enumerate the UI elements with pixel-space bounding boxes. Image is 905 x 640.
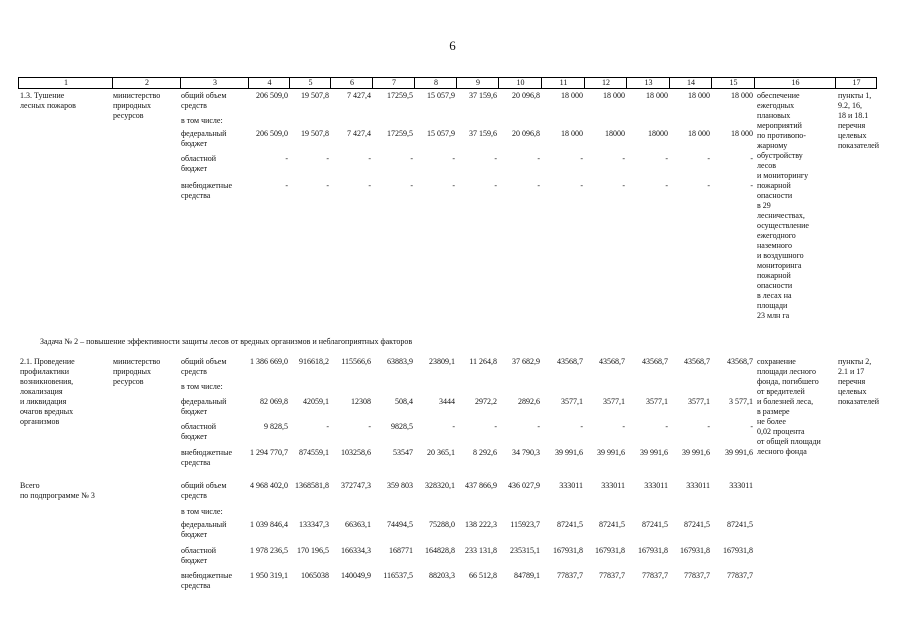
page-number: 6 <box>449 38 456 53</box>
table-cell: 4 968 402,0 <box>250 481 288 490</box>
table-cell: - <box>452 422 455 431</box>
table-cell: 359 803 <box>387 481 413 490</box>
table-cell: - <box>622 422 625 431</box>
row-goal: наземного <box>757 241 792 250</box>
header-col-9: 9 <box>456 78 499 88</box>
header-col-5: 5 <box>289 78 331 88</box>
table-cell: - <box>494 422 497 431</box>
table-cell: 18 000 <box>731 129 753 138</box>
table-cell: 18 000 <box>688 129 710 138</box>
table-cell: 43568,7 <box>642 357 668 366</box>
header-col-13: 13 <box>626 78 670 88</box>
table-cell: 7 427,4 <box>347 129 371 138</box>
row-goal: в 29 <box>757 201 771 210</box>
table-cell: 164828,8 <box>425 546 455 555</box>
row-title: 2.1. Проведение <box>20 357 75 366</box>
table-cell: - <box>537 154 540 163</box>
line-label: федеральный <box>181 520 227 529</box>
table-cell: 63883,9 <box>387 357 413 366</box>
table-cell: 333011 <box>644 481 668 490</box>
row-goal: площади лесного <box>757 367 816 376</box>
row-title: 1.3. Тушение <box>20 91 65 100</box>
row-goal: 0,02 процента <box>757 427 805 436</box>
table-cell: 3577,1 <box>688 397 710 406</box>
table-cell: 8 292,6 <box>473 448 497 457</box>
table-cell: 2892,6 <box>518 397 540 406</box>
table-cell: 170 196,5 <box>297 546 329 555</box>
row-goal: и болезней леса, <box>757 397 814 406</box>
row-title: локализация <box>20 387 63 396</box>
header-col-12: 12 <box>584 78 627 88</box>
table-header <box>18 77 877 89</box>
table-cell: 84789,1 <box>514 571 540 580</box>
line-label: общий объем <box>181 357 227 366</box>
row-executor: министерство <box>113 91 161 100</box>
row-goal: сохранение <box>757 357 796 366</box>
row-goal: площади <box>757 301 788 310</box>
header-col-16: 16 <box>754 78 836 88</box>
table-cell: 77837,7 <box>727 571 753 580</box>
table-cell: - <box>285 181 288 190</box>
header-col-8: 8 <box>414 78 457 88</box>
row-goal: 23 млн га <box>757 311 790 320</box>
table-cell: 167931,8 <box>638 546 668 555</box>
table-cell: 874559,1 <box>299 448 329 457</box>
row-title: лесных пожаров <box>20 101 76 110</box>
row-executor: ресурсов <box>113 377 144 386</box>
table-cell: 1 978 236,5 <box>250 546 288 555</box>
table-cell: 43568,7 <box>684 357 710 366</box>
table-cell: 43568,7 <box>727 357 753 366</box>
table-cell: 436 027,9 <box>508 481 540 490</box>
row-goal: в размере <box>757 407 790 416</box>
table-cell: - <box>326 181 329 190</box>
table-cell: - <box>494 181 497 190</box>
table-cell: 75288,0 <box>429 520 455 529</box>
table-cell: 20 365,1 <box>427 448 455 457</box>
row-title: и ликвидация <box>20 397 67 406</box>
table-cell: 42059,1 <box>303 397 329 406</box>
line-label: бюджет <box>181 164 208 173</box>
line-label: средства <box>181 191 211 200</box>
header-col-10: 10 <box>498 78 542 88</box>
table-cell: 18 000 <box>646 91 668 100</box>
header-col-6: 6 <box>330 78 373 88</box>
table-cell: 39 991,6 <box>725 448 753 457</box>
table-cell: 1 294 770,7 <box>250 448 288 457</box>
table-cell: 15 057,9 <box>427 129 455 138</box>
table-cell: - <box>285 154 288 163</box>
row-indicators: целевых <box>838 131 867 140</box>
table-cell: 12308 <box>351 397 371 406</box>
table-cell: 39 991,6 <box>555 448 583 457</box>
row-goal: не более <box>757 417 786 426</box>
table-cell: 18 000 <box>561 91 583 100</box>
table-cell: - <box>750 422 753 431</box>
table-cell: - <box>665 154 668 163</box>
row-indicators: целевых <box>838 387 867 396</box>
table-cell: 7 427,4 <box>347 91 371 100</box>
table-cell: 333011 <box>686 481 710 490</box>
table-cell: 437 866,9 <box>465 481 497 490</box>
table-cell: 115923,7 <box>510 520 540 529</box>
table-cell: 88203,3 <box>429 571 455 580</box>
table-cell: 167931,8 <box>723 546 753 555</box>
table-cell: 1 039 846,4 <box>250 520 288 529</box>
table-cell: 1368581,8 <box>295 481 329 490</box>
line-label: бюджет <box>181 407 208 416</box>
table-cell: - <box>580 422 583 431</box>
table-cell: - <box>750 181 753 190</box>
table-cell: 3 577,1 <box>729 397 753 406</box>
task-heading: Задача № 2 – повышение эффективности защиты лесов от вредных организмов и неблагоприятных факторов <box>40 337 413 346</box>
row-title: профилактики <box>20 367 70 376</box>
table-cell: 167931,8 <box>680 546 710 555</box>
table-cell: 77837,7 <box>599 571 625 580</box>
table-cell: 168771 <box>389 546 413 555</box>
table-cell: 18000 <box>605 129 625 138</box>
table-cell: - <box>537 181 540 190</box>
table-cell: 2972,2 <box>475 397 497 406</box>
row-title: Всего <box>20 481 40 490</box>
table-cell: 37 159,6 <box>469 129 497 138</box>
table-cell: 3444 <box>439 397 455 406</box>
row-executor: министерство <box>113 357 161 366</box>
row-indicators: пункты 1, <box>838 91 872 100</box>
header-col-3: 3 <box>180 78 249 88</box>
table-cell: 166334,3 <box>341 546 371 555</box>
table-cell: - <box>410 154 413 163</box>
header-col-2: 2 <box>112 78 181 88</box>
row-indicators: перечня <box>838 121 866 130</box>
line-label: областной <box>181 422 217 431</box>
table-cell: 39 991,6 <box>640 448 668 457</box>
table-cell: 37 682,9 <box>512 357 540 366</box>
table-cell: 11 264,8 <box>469 357 497 366</box>
table-cell: 87241,5 <box>557 520 583 529</box>
header-col-17: 17 <box>835 78 877 88</box>
line-label: областной <box>181 546 217 555</box>
row-goal: мероприятий <box>757 121 802 130</box>
table-cell: 87241,5 <box>684 520 710 529</box>
table-cell: 333011 <box>559 481 583 490</box>
table-cell: 116537,5 <box>383 571 413 580</box>
table-cell: - <box>750 154 753 163</box>
row-goal: по противопо- <box>757 131 806 140</box>
table-cell: 17259,5 <box>387 91 413 100</box>
header-col-11: 11 <box>541 78 585 88</box>
row-goal: фонда, погибшего <box>757 377 819 386</box>
row-goal: в лесах на <box>757 291 792 300</box>
line-label: внебюджетные <box>181 571 232 580</box>
table-cell: 82 069,8 <box>260 397 288 406</box>
table-cell: - <box>326 154 329 163</box>
row-goal: от общей площади <box>757 437 821 446</box>
row-indicators: показателей <box>838 141 879 150</box>
table-cell: - <box>580 181 583 190</box>
row-indicators: 9.2, 16, <box>838 101 862 110</box>
table-cell: 19 507,8 <box>301 91 329 100</box>
line-label: внебюджетные <box>181 448 232 457</box>
row-executor: ресурсов <box>113 111 144 120</box>
row-goal: пожарной <box>757 181 791 190</box>
row-title: очагов вредных <box>20 407 74 416</box>
row-goal: лесов <box>757 161 777 170</box>
table-cell: - <box>368 154 371 163</box>
table-cell: 43568,7 <box>557 357 583 366</box>
table-cell: 372747,3 <box>341 481 371 490</box>
row-goal: лесничествах, <box>757 211 805 220</box>
table-cell: 87241,5 <box>642 520 668 529</box>
table-cell: 3577,1 <box>561 397 583 406</box>
line-label: внебюджетные <box>181 181 232 190</box>
table-cell: 508,4 <box>395 397 413 406</box>
table-cell: 77837,7 <box>642 571 668 580</box>
header-col-4: 4 <box>248 78 290 88</box>
line-label: областной <box>181 154 217 163</box>
table-cell: 3577,1 <box>603 397 625 406</box>
row-goal: обустройству <box>757 151 803 160</box>
table-cell: 9828,5 <box>391 422 413 431</box>
line-label: средств <box>181 367 207 376</box>
table-cell: 15 057,9 <box>427 91 455 100</box>
row-indicators: показателей <box>838 397 879 406</box>
table-cell: 333011 <box>729 481 753 490</box>
table-cell: 77837,7 <box>557 571 583 580</box>
table-cell: 235315,1 <box>510 546 540 555</box>
table-cell: 18 000 <box>731 91 753 100</box>
table-cell: 1 386 669,0 <box>250 357 288 366</box>
table-cell: - <box>665 181 668 190</box>
line-label: бюджет <box>181 556 208 565</box>
table-cell: - <box>494 154 497 163</box>
row-goal: опасности <box>757 281 793 290</box>
table-cell: 19 507,8 <box>301 129 329 138</box>
table-cell: 206 509,0 <box>256 129 288 138</box>
table-cell: 87241,5 <box>599 520 625 529</box>
row-executor: природных <box>113 101 152 110</box>
header-col-1: 1 <box>18 78 113 88</box>
table-cell: 37 159,6 <box>469 91 497 100</box>
row-goal: опасности <box>757 191 793 200</box>
row-goal: ежегодных <box>757 101 795 110</box>
table-cell: 34 790,3 <box>512 448 540 457</box>
row-goal: плановых <box>757 111 791 120</box>
line-label: в том числе: <box>181 382 223 391</box>
table-cell: - <box>368 422 371 431</box>
table-cell: - <box>452 154 455 163</box>
table-cell: - <box>452 181 455 190</box>
table-cell: - <box>410 181 413 190</box>
table-cell: 66 512,8 <box>469 571 497 580</box>
row-title: по подпрограмме № 3 <box>20 491 95 500</box>
row-title: организмов <box>20 417 60 426</box>
table-cell: 77837,7 <box>684 571 710 580</box>
row-goal: и воздушного <box>757 251 804 260</box>
row-goal: лесного фонда <box>757 447 807 456</box>
row-goal: жарному <box>757 141 788 150</box>
table-cell: 23809,1 <box>429 357 455 366</box>
header-col-14: 14 <box>669 78 712 88</box>
table-cell: 18 000 <box>561 129 583 138</box>
table-cell: 20 096,8 <box>512 129 540 138</box>
table-cell: 87241,5 <box>727 520 753 529</box>
row-goal: пожарной <box>757 271 791 280</box>
line-label: общий объем <box>181 481 227 490</box>
table-cell: 18 000 <box>688 91 710 100</box>
row-indicators: 18 и 18.1 <box>838 111 869 120</box>
table-cell: 17259,5 <box>387 129 413 138</box>
table-cell: 39 991,6 <box>597 448 625 457</box>
row-goal: от вредителей <box>757 387 805 396</box>
table-cell: 138 222,3 <box>465 520 497 529</box>
line-label: федеральный <box>181 129 227 138</box>
row-goal: осуществление <box>757 221 809 230</box>
table-cell: 3577,1 <box>646 397 668 406</box>
table-cell: - <box>707 181 710 190</box>
line-label: федеральный <box>181 397 227 406</box>
table-cell: 74494,5 <box>387 520 413 529</box>
table-cell: 18000 <box>648 129 668 138</box>
table-cell: 133347,3 <box>299 520 329 529</box>
header-col-7: 7 <box>372 78 415 88</box>
table-cell: - <box>622 181 625 190</box>
table-cell: - <box>622 154 625 163</box>
header-col-15: 15 <box>711 78 755 88</box>
line-label: средств <box>181 101 207 110</box>
row-indicators: перечня <box>838 377 866 386</box>
table-cell: - <box>707 422 710 431</box>
table-cell: 103258,6 <box>341 448 371 457</box>
row-goal: мониторинга <box>757 261 802 270</box>
table-cell: 333011 <box>601 481 625 490</box>
table-cell: 1 950 319,1 <box>250 571 288 580</box>
table-cell: 39 991,6 <box>682 448 710 457</box>
row-goal: ежегодного <box>757 231 796 240</box>
table-cell: 167931,8 <box>553 546 583 555</box>
row-goal: и мониторингу <box>757 171 809 180</box>
row-goal: обеспечение <box>757 91 800 100</box>
table-cell: - <box>537 422 540 431</box>
table-cell: 18 000 <box>603 91 625 100</box>
table-cell: 328320,1 <box>425 481 455 490</box>
table-cell: 916618,2 <box>299 357 329 366</box>
line-label: средства <box>181 581 211 590</box>
line-label: общий объем <box>181 91 227 100</box>
line-label: средства <box>181 458 211 467</box>
line-label: в том числе: <box>181 507 223 516</box>
table-cell: - <box>368 181 371 190</box>
table-cell: 66363,1 <box>345 520 371 529</box>
table-cell: 43568,7 <box>599 357 625 366</box>
table-cell: 233 131,8 <box>465 546 497 555</box>
line-label: бюджет <box>181 432 208 441</box>
table-cell: - <box>665 422 668 431</box>
row-indicators: 2.1 и 17 <box>838 367 865 376</box>
table-cell: 1065038 <box>301 571 329 580</box>
line-label: в том числе: <box>181 116 223 125</box>
table-cell: 20 096,8 <box>512 91 540 100</box>
table-cell: 167931,8 <box>595 546 625 555</box>
line-label: бюджет <box>181 530 208 539</box>
table-cell: - <box>707 154 710 163</box>
table-cell: 115566,6 <box>341 357 371 366</box>
table-cell: 206 509,0 <box>256 91 288 100</box>
table-cell: 53547 <box>393 448 413 457</box>
table-cell: - <box>326 422 329 431</box>
line-label: средств <box>181 491 207 500</box>
row-executor: природных <box>113 367 152 376</box>
line-label: бюджет <box>181 139 208 148</box>
row-indicators: пункты 2, <box>838 357 872 366</box>
table-cell: 9 828,5 <box>264 422 288 431</box>
table-cell: - <box>580 154 583 163</box>
row-title: возникновения, <box>20 377 74 386</box>
table-cell: 140049,9 <box>341 571 371 580</box>
